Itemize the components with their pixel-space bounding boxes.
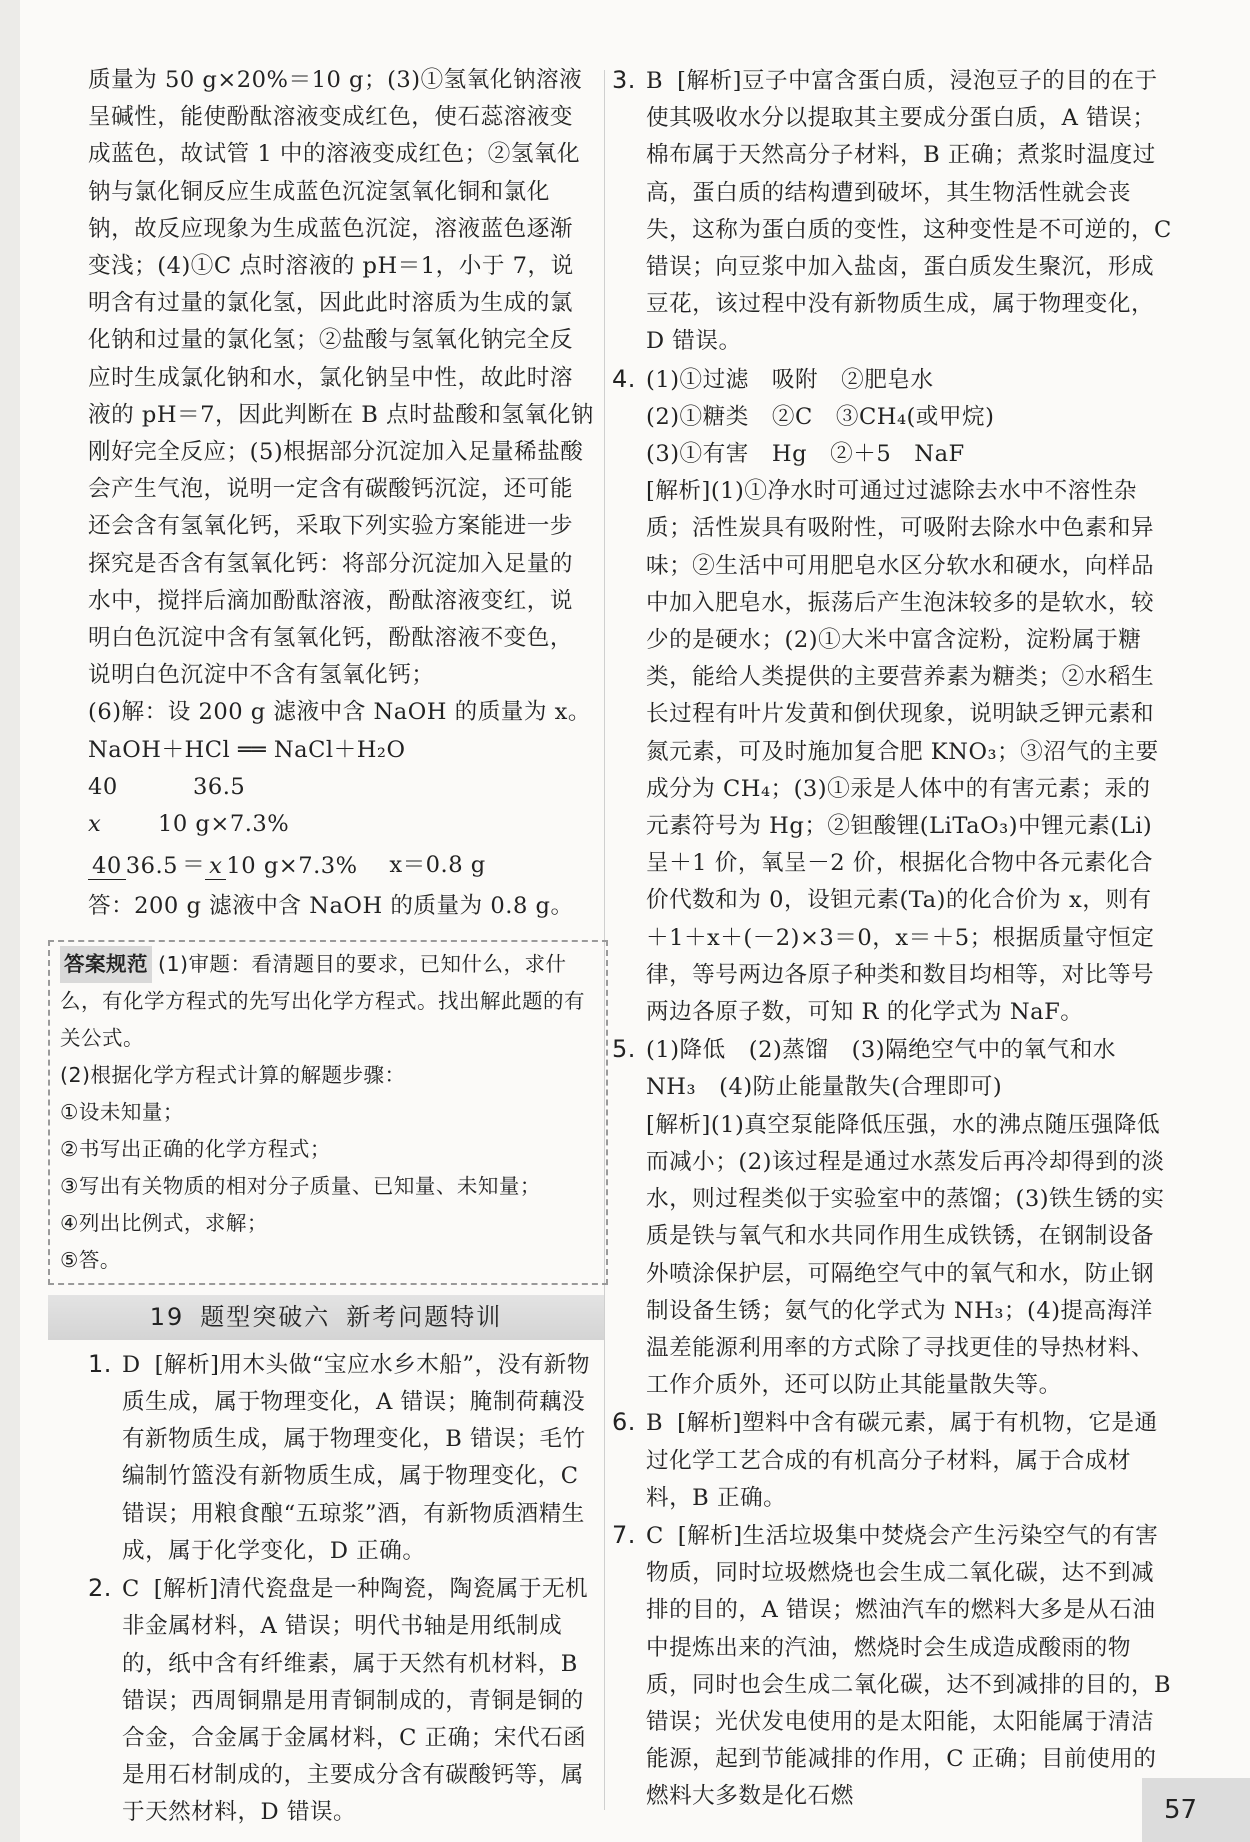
right-column — [612, 62, 1172, 1816]
question-item — [88, 1346, 596, 1570]
analysis-tag: [ 解析 ] — [646, 1112, 711, 1138]
question-item — [612, 1031, 1172, 1404]
question-number: 3. — [612, 66, 636, 94]
answer-letter: B — [646, 68, 664, 94]
page-edge-strip — [0, 0, 20, 1842]
chemical-equation: NaOH＋HCl ══ NaCl＋H₂O — [88, 736, 406, 763]
norm-step: ②书写出正确的化学方程式； — [60, 1136, 331, 1161]
analysis-tag: [ 解析 ] — [677, 1410, 742, 1436]
answer-line: 5. (1)降低 (2)蒸馏 (3)隔绝空气中的氧气和水 — [646, 1031, 1172, 1069]
answer-letter: B — [646, 1410, 664, 1437]
answer-line: 4. (1)①过滤 吸附 ②肥皂水 — [646, 361, 1172, 399]
fraction-denominator: 36.5 — [125, 852, 179, 879]
calculation-block — [88, 732, 596, 926]
section-title: 题型突破六 — [200, 1302, 331, 1331]
analysis-text: 生活垃圾集中焚烧会产生污染空气的有害物质，同时垃圾燃烧也会生成二氧化碳，达不到减排的目的，A 错误；燃油汽车的燃料大多是从石油中提炼出来的汽油，燃烧时会生成造成酸雨的物质，同时也会生成二氧化碳，达不到减排的目的，B 错误；光伏发电使用的是太阳能，太阳能属于清洁能源，起到节能减排的作用，C 正确；目前使用的燃料大多数是化石燃 — [646, 1522, 1172, 1810]
norm-step: ⑤答。 — [60, 1247, 121, 1272]
analysis-tag: [ 解析 ] — [678, 1523, 743, 1549]
analysis-text: 塑料中含有碳元素，属于有机物，它是通过化学工艺合成的有机高分子材料，属于合成材料，B 正确。 — [646, 1410, 1158, 1511]
norm-intro: 答案规范 (1)审题：看清题目的要求，已知什么，求什么，有化学方程式的先写出化学方程式。找出解此题的有关公式。 — [60, 946, 596, 1057]
known-hcl: 10 g×7.3% — [158, 811, 290, 838]
section-number: 19 — [149, 1302, 185, 1331]
norm-step: ④列出比例式，求解； — [60, 1210, 268, 1235]
mass-hcl: 36.5 — [193, 773, 246, 800]
question-item — [612, 1517, 1172, 1816]
question-number: 5. — [612, 1035, 636, 1064]
analysis-text: (1)真空泵能降低压强，水的沸点随压强降低而减小；(2)该过程是通过水蒸发后再冷却得到的淡水，则过程类似于实验室中的蒸馏；(3)铁生锈的实质是铁与氧气和水共同作用生成铁锈，在钢制设备外喷涂保护层，可隔绝空气中的氧气和水，防止钢制设备生锈；氨气的化学式为 NH₃；(4)提高海洋温差能源利用率的方式除了寻找更佳的导热材料、工作介质外，还可以防止其能量散失等。 — [646, 1111, 1165, 1399]
fraction-right — [205, 853, 357, 880]
analysis-paragraph — [646, 473, 1172, 1031]
fraction-left — [88, 853, 178, 880]
analysis-paragraph — [646, 1107, 1172, 1405]
result: x＝0.8 g — [389, 852, 486, 879]
question-number: 2. — [88, 1574, 112, 1603]
section-subtitle: 新考问题特训 — [346, 1302, 503, 1331]
question-item — [88, 1570, 596, 1831]
unknown-x: x — [88, 811, 102, 838]
analysis-text: 用木头做“宝应水乡木船”，没有新物质生成，属于物理变化，A 错误；腌制荷藕没有新物质生成，属于物理变化，B 错误；毛竹编制竹篮没有新物质生成，属于物理变化，C 错误；用粮食酿“五琼浆”酒，有新物质酒精生成，属于化学变化，D 正确。 — [122, 1351, 590, 1564]
answer-letter: D — [122, 1351, 141, 1378]
equals-sign: ＝ — [182, 852, 206, 879]
analysis-text: 清代瓷盘是一种陶瓷，陶瓷属于无机非金属材料，A 错误；明代书轴是用纸制成的，纸中含有纤维素，属于天然有机材料，B 错误；西周铜鼎是用青铜制成的，青铜是铜的合金，合金属于金属材料，C 正确；宋代石函是用石材制成的，主要成分含有碳酸钙等，属于天然材料，D 错误。 — [122, 1576, 589, 1826]
fraction-numerator: 40 — [88, 853, 126, 880]
analysis-tag: [ 解析 ] — [646, 478, 711, 504]
relative-mass-row — [88, 769, 596, 806]
analysis-tag: [ 解析 ] — [155, 1352, 220, 1378]
answer-line: (2)①糖类 ②C ③CH₄(或甲烷) — [646, 403, 995, 430]
norm-step: ①设未知量； — [60, 1099, 184, 1124]
answer-letter: C — [122, 1576, 140, 1603]
fraction-numerator: x — [205, 853, 226, 880]
analysis-text: 豆子中富含蛋白质，浸泡豆子的目的在于使其吸收水分以提取其主要成分蛋白质，A 错误；棉布属于天然高分子材料，B 正确；煮浆时温度过高，蛋白质的结构遭到破坏，其生物活性就会丧失，这称为蛋白质的变性，这种变性是不可逆的，C 错误；向豆浆中加入盐卤，蛋白质发生聚沉，形成豆花，该过程中没有新物质生成，属于物理变化，D 错误。 — [646, 68, 1172, 355]
question-item — [612, 361, 1172, 1032]
proportion-row — [88, 847, 596, 884]
paragraph: 质量为 50 g×20%＝10 g；(3)①氢氧化钠溶液呈碱性，能使酚酞溶液变成红色，使石蕊溶液变成蓝色，故试管 1 中的溶液变成红色；②氢氧化钠与氯化铜反应生成蓝色沉淀氢氧化铜和氯化钠，故反应现象为生成蓝色沉淀，溶液蓝色逐渐变浅；(4)①C 点时溶液的 pH＝1，小于 7，说明含有过量的氯化氢，因此此时溶质为生成的氯化钠和过量的氯化氢；②盐酸与氢氧化钠完全反应时生成氯化钠和水，氯化钠呈中性，故此时溶液的 pH＝7，因此判断在 B 点时盐酸和氢氧化钠刚好完全反应；(5)根据部分沉淀加入足量稀盐酸会产生气泡，说明一定含有碳酸钙沉淀，还可能还会含有氢氧化钙，采取下列实验方案能进一步探究是否含有氢氧化钙：将部分沉淀加入足量的水中，搅拌后滴加酚酞溶液，酚酞溶液变红，说明白色沉淀中含有氢氧化钙，酚酞溶液不变色，说明白色沉淀中不含有氢氧化钙； — [88, 67, 594, 689]
left-column — [60, 62, 596, 1832]
page-number: 57 — [1142, 1778, 1250, 1842]
question-number: 4. — [612, 364, 636, 393]
paragraph: (6)解：设 200 g 滤液中含 NaOH 的质量为 x。 — [88, 699, 592, 726]
section-heading — [48, 1295, 604, 1340]
analysis-tag: [ 解析 ] — [154, 1576, 219, 1602]
question-number: 6. — [612, 1408, 636, 1437]
question-item — [612, 62, 1172, 361]
fraction-denominator: 10 g×7.3% — [226, 852, 358, 879]
question-item — [612, 1404, 1172, 1517]
analysis-text: (1)①净水时可通过过滤除去水中不溶性杂质；活性炭具有吸附性，可吸附去除水中色素和异味；②生活中可用肥皂水区分软水和硬水，向样品中加入肥皂水，振荡后产生泡沫较多的是软水，较少的是硬水；(2)①大米中富含淀粉，淀粉属于糖类，能给人类提供的主要营养素为糖类；②水稻生长过程有叶片发黄和倒伏现象，说明缺乏钾元素和氮元素，可及时施加复合肥 KNO₃；③沼气的主要成分为 CH₄；(3)①汞是人体中的有害元素；汞的元素符号为 Hg；②钽酸锂(LiTaO₃)中锂元素(Li)呈＋1 价，氧呈－2 价，根据化合物中各元素化合价代数和为 0，设钽元素(Ta)的化合价为 x，则有＋1＋x＋(－2)×3＝0，x＝＋5；根据质量守恒定律，等号两边各原子种类和数目均相等，对比等号两边各原子数，可知 R 的化学式为 NaF。 — [646, 478, 1159, 1026]
analysis-tag: [ 解析 ] — [677, 68, 742, 94]
mass-naoh: 40 — [88, 773, 118, 800]
answer-norm-box — [48, 940, 608, 1285]
question-number: 7. — [612, 1520, 636, 1549]
answer-line: (3)①有害 Hg ②＋5 NaF — [646, 441, 965, 468]
quantity-row — [88, 806, 596, 843]
norm-steps-title: (2)根据化学方程式计算的解题步骤： — [60, 1062, 406, 1087]
final-answer: 答：200 g 滤液中含 NaOH 的质量为 0.8 g。 — [88, 893, 574, 920]
answer-norm-badge: 答案规范 — [60, 946, 152, 983]
answer-line: NH₃ (4)防止能量散失(合理即可) — [646, 1074, 1003, 1101]
norm-step: ③写出有关物质的相对分子质量、已知量、未知量； — [60, 1173, 541, 1198]
question-number: 1. — [88, 1349, 112, 1378]
answer-letter: C — [646, 1522, 664, 1549]
